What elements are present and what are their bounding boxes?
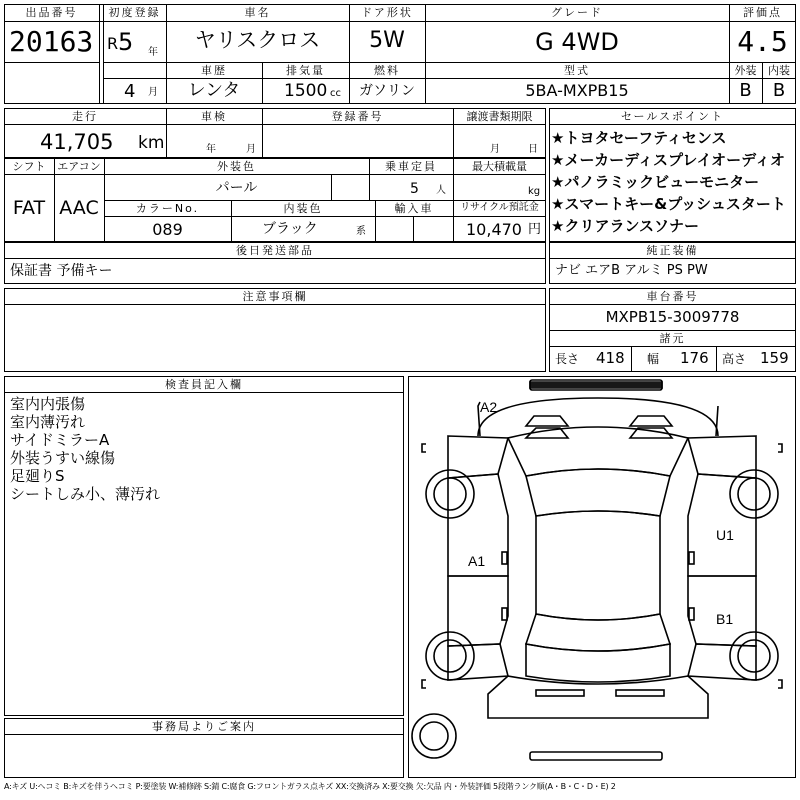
chassis-label: 車台番号 bbox=[646, 290, 699, 303]
chassis-value: MXPB15-3009778 bbox=[605, 308, 740, 326]
aircon-label: エアコン bbox=[57, 160, 101, 173]
legend-text: A:キズ U:ヘコミ B:キズを伴うヘコミ P:要塗装 W:補修跡 S:錆 C:腐食 G:フロントガラス点キズ XX:交換済み X:要交換 欠:欠品 内・外装評価 5段階ランク順(A・B・C・D・E) 2 bbox=[4, 782, 616, 791]
displacement-label: 排気量 bbox=[286, 64, 325, 77]
inspector-label: 検査員記入欄 bbox=[165, 378, 243, 391]
transfer-day-suffix: 日 bbox=[528, 144, 538, 155]
interior-value: B bbox=[772, 80, 786, 101]
score-value: 4.5 bbox=[737, 25, 788, 58]
first-reg-label: 初度登録 bbox=[108, 6, 161, 19]
mileage-value: 41,705 bbox=[40, 130, 114, 154]
lot-no-label: 出品番号 bbox=[25, 6, 78, 19]
length-label: 長さ bbox=[555, 352, 580, 366]
kei-suffix: 系 bbox=[356, 226, 366, 237]
width-value: 176 bbox=[680, 349, 709, 367]
shaken-month-suffix: 月 bbox=[246, 144, 256, 155]
length-value: 418 bbox=[596, 349, 625, 367]
deferred-label: 後日発送部品 bbox=[236, 244, 314, 257]
int-color-value: ブラック bbox=[262, 221, 318, 237]
mark-b1: B1 bbox=[716, 611, 734, 627]
height-label: 高さ bbox=[722, 352, 747, 366]
door-value: 5W bbox=[369, 28, 405, 53]
sales-point-label: セールスポイント bbox=[620, 110, 724, 123]
mileage-label: 走行 bbox=[72, 110, 98, 123]
ext-color-value: パール bbox=[215, 180, 258, 196]
person-unit: 人 bbox=[436, 185, 446, 196]
inspector-line-4: 外装うすい線傷 bbox=[10, 449, 116, 467]
recycle-value: 10,470 bbox=[466, 220, 522, 239]
cc-unit: cc bbox=[330, 88, 341, 99]
inspector-line-1: 室内内張傷 bbox=[10, 395, 86, 413]
inspector-line-5: 足廻りS bbox=[10, 467, 65, 485]
sales-point-1: ★トヨタセーフティセンス bbox=[551, 129, 727, 147]
int-color-label: 内装色 bbox=[283, 202, 323, 215]
ext-color-label: 外装色 bbox=[217, 160, 256, 173]
inspector-line-3: サイドミラーA bbox=[10, 431, 110, 449]
history-label: 車歴 bbox=[201, 64, 227, 77]
km-unit: km bbox=[138, 133, 165, 153]
sales-point-2: ★メーカーディスプレイオーディオ bbox=[551, 151, 785, 169]
shaken-year-suffix: 年 bbox=[206, 144, 216, 155]
car-diagram bbox=[408, 376, 796, 778]
door-label: ドア形状 bbox=[361, 6, 413, 19]
exterior-value: B bbox=[739, 80, 752, 101]
lot-no-value: 20163 bbox=[9, 25, 94, 58]
sales-point-4: ★スマートキー&プッシュスタート bbox=[551, 195, 786, 213]
shift-label: シフト bbox=[12, 160, 46, 173]
grade-value: G 4WD bbox=[535, 28, 619, 56]
transfer-month-suffix: 月 bbox=[490, 144, 500, 155]
kg-unit: kg bbox=[528, 186, 541, 197]
exterior-label: 外装 bbox=[734, 64, 757, 77]
displacement-value: 1500 bbox=[284, 81, 328, 101]
year-suffix: 年 bbox=[148, 47, 158, 58]
notes-label: 注意事項欄 bbox=[242, 290, 308, 303]
fuel-label: 燃料 bbox=[374, 64, 400, 77]
era-value: R bbox=[107, 34, 119, 53]
shaken-label: 車検 bbox=[201, 110, 227, 123]
office-label: 事務局よりご案内 bbox=[152, 720, 256, 733]
capacity-label: 乗車定員 bbox=[385, 160, 437, 173]
year-value: 5 bbox=[118, 28, 134, 56]
shift-value: FAT bbox=[12, 197, 46, 219]
sales-point-5: ★クリアランスソナー bbox=[551, 217, 699, 235]
reg-no-label: 登録番号 bbox=[331, 110, 384, 123]
capacity-value: 5 bbox=[410, 181, 419, 197]
car-name-value: ヤリスクロス bbox=[194, 28, 321, 52]
recycle-label: リサイクル預託金 bbox=[460, 202, 539, 213]
month-suffix: 月 bbox=[148, 87, 158, 98]
aircon-value: AAC bbox=[59, 197, 99, 219]
deferred-value: 保証書 予備キー bbox=[10, 263, 113, 279]
inspector-line-6: シートしみ小、薄汚れ bbox=[10, 485, 161, 503]
interior-label: 内装 bbox=[768, 64, 790, 77]
height-value: 159 bbox=[760, 349, 789, 367]
sales-point-3: ★パノラミックビューモニター bbox=[551, 173, 760, 191]
import-label: 輸入車 bbox=[394, 202, 434, 215]
transfer-doc-label: 譲渡書類期限 bbox=[466, 110, 533, 123]
model-value: 5BA-MXPB15 bbox=[525, 81, 629, 100]
fuel-value: ガソリン bbox=[359, 83, 415, 99]
month-value: 4 bbox=[124, 81, 136, 102]
model-label: 型式 bbox=[564, 64, 590, 77]
yen-unit: 円 bbox=[528, 222, 542, 237]
color-no-label: カラーNo. bbox=[135, 202, 200, 215]
equipment-value: ナビ エアB アルミ PS PW bbox=[555, 263, 708, 278]
front-bumper-shape bbox=[530, 382, 662, 388]
mark-u1: U1 bbox=[716, 527, 734, 543]
car-name-label: 車名 bbox=[244, 6, 271, 19]
width-label: 幅 bbox=[647, 352, 660, 366]
grade-label: グレード bbox=[551, 6, 603, 19]
inspector-line-2: 室内薄汚れ bbox=[10, 413, 86, 431]
mark-a1: A1 bbox=[468, 553, 486, 569]
max-load-label: 最大積載量 bbox=[472, 160, 527, 173]
specs-label: 諸元 bbox=[659, 332, 686, 345]
color-no-value: 089 bbox=[152, 220, 183, 239]
history-value: レンタ bbox=[187, 80, 241, 101]
equipment-label: 純正装備 bbox=[646, 244, 699, 257]
score-label: 評価点 bbox=[743, 6, 782, 19]
mark-a2: A2 bbox=[480, 399, 498, 415]
